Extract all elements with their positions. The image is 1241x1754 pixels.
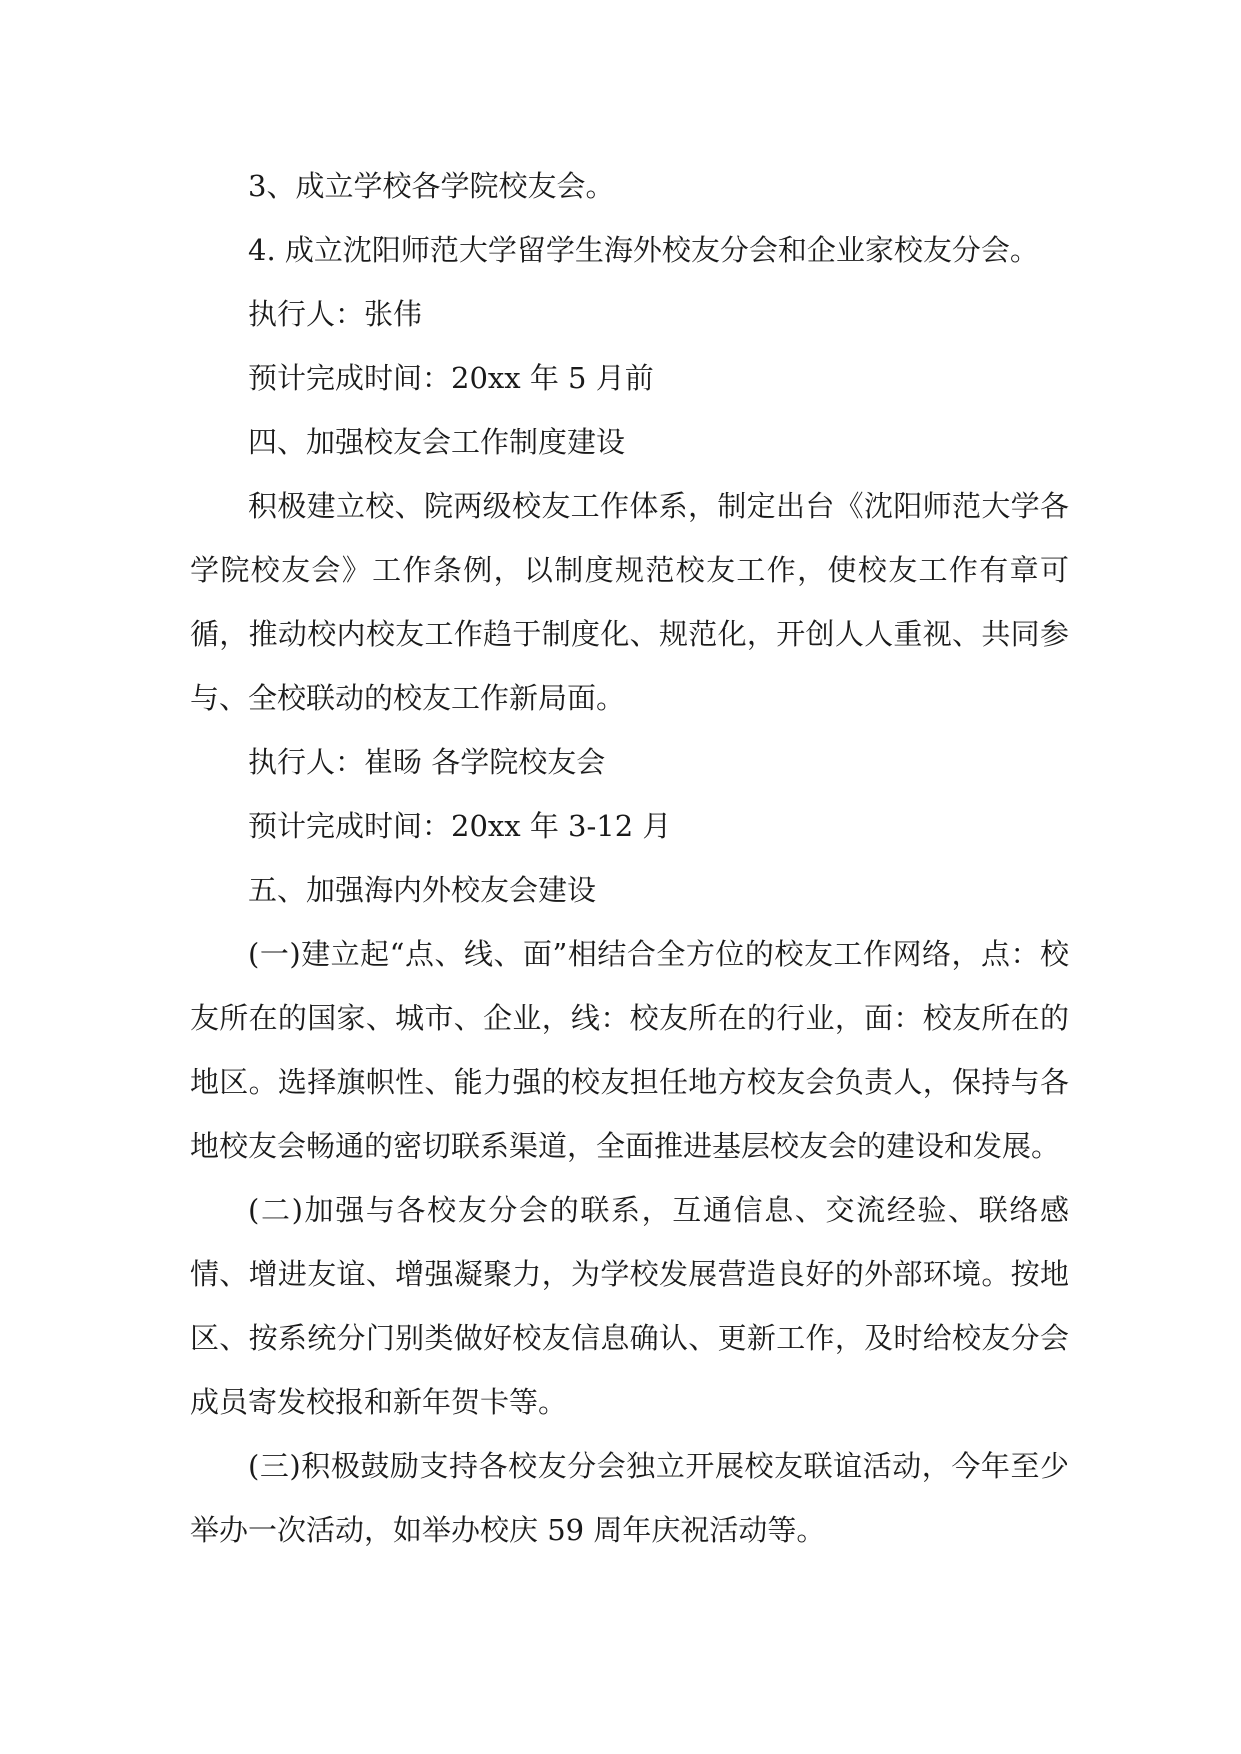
section-heading-5: 五、加强海内外校友会建设 [248, 873, 597, 907]
section-4-body: 积极建立校、院两级校友工作体系，制定出台《沈阳师范大学各学院校友会》工作条例，以制度规范校友工作，使校友工作有章可循，推动校内校友工作趋于制度化、规范化，开创人人重视、共同参与、全校联动的校友工作新局面。 [190, 489, 1069, 715]
executor-line: 执行人：张伟 [248, 297, 423, 331]
section-5-item-3: (三)积极鼓励支持各校友分会独立开展校友联谊活动，今年至少举办一次活动，如举办校庆 59 周年庆祝活动等。 [190, 1449, 1069, 1547]
executor-line: 执行人：崔旸 各学院校友会 [248, 745, 606, 779]
deadline-line: 预计完成时间：20xx 年 5 月前 [248, 361, 654, 395]
section-5-item-1: (一)建立起“点、线、面”相结合全方位的校友工作网络，点：校友所在的国家、城市、企业，线：校友所在的行业，面：校友所在的地区。选择旗帜性、能力强的校友担任地方校友会负责人，保持与各地校友会畅通的密切联系渠道，全面推进基层校友会的建设和发展。 [190, 937, 1069, 1163]
paragraph-item-3: 3、成立学校各学院校友会。 [248, 169, 615, 203]
deadline-line: 预计完成时间：20xx 年 3-12 月 [248, 809, 672, 843]
paragraph-item-4: 4. 成立沈阳师范大学留学生海外校友分会和企业家校友分会。 [248, 233, 1039, 267]
section-heading-4: 四、加强校友会工作制度建设 [248, 425, 626, 459]
section-5-item-2: (二)加强与各校友分会的联系，互通信息、交流经验、联络感情、增进友谊、增强凝聚力，为学校发展营造良好的外部环境。按地区、按系统分门别类做好校友信息确认、更新工作，及时给校友分会成员寄发校报和新年贺卡等。 [190, 1193, 1069, 1419]
